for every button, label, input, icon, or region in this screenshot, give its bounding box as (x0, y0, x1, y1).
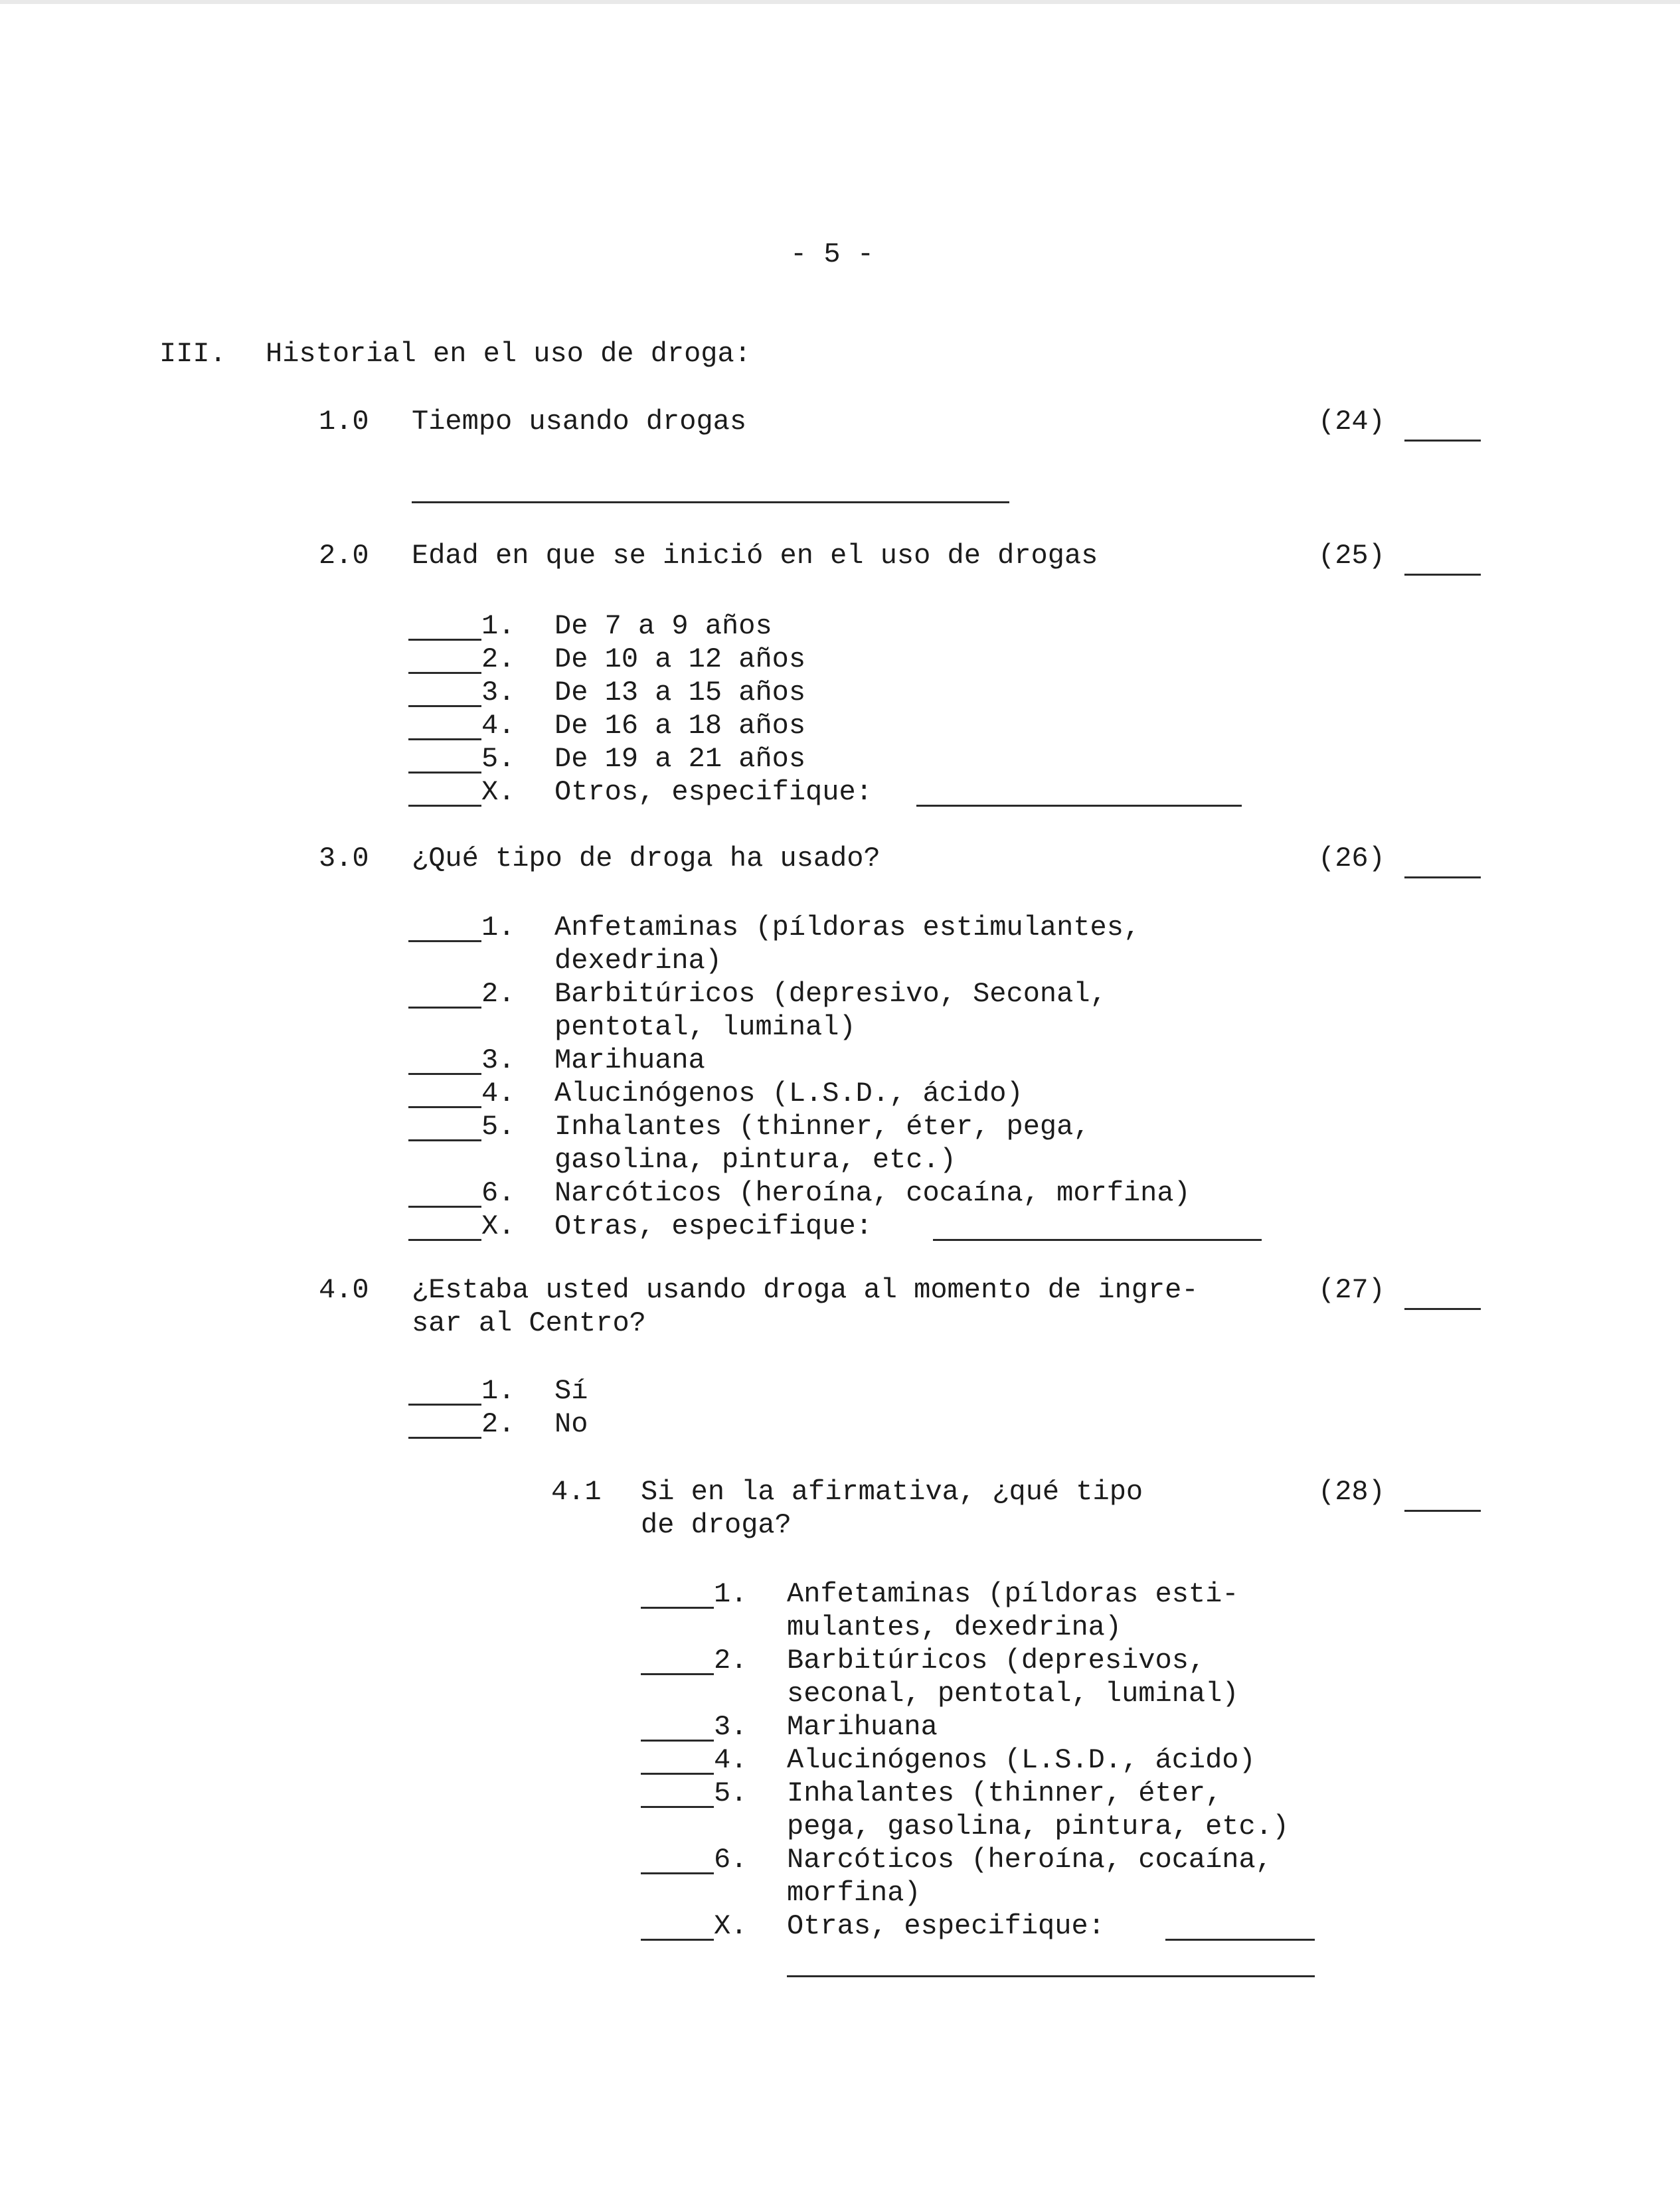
q1-text: Tiempo usando drogas (412, 406, 747, 438)
q41-option-3-label: Marihuana (787, 1711, 938, 1743)
q41-text: Si en la afirmativa, ¿qué tipo (641, 1476, 1143, 1508)
q3-option-1-label: Anfetaminas (píldoras estimulantes, (554, 912, 1141, 943)
q41-text-cont: de droga? (641, 1509, 792, 1541)
q41-specify-field[interactable] (1165, 1912, 1315, 1941)
q3-option-x-label: Otras, especifique: (554, 1210, 873, 1242)
q41-option-6-code: 6. (714, 1844, 748, 1876)
q41-option-2-checkbox[interactable] (641, 1647, 714, 1675)
q41-option-1-label: Anfetaminas (píldoras esti- (787, 1578, 1239, 1610)
q3-option-6-label: Narcóticos (heroína, cocaína, morfina) (554, 1177, 1191, 1209)
q41-option-4-checkbox[interactable] (641, 1746, 714, 1775)
q3-option-3-code: 3. (481, 1044, 515, 1076)
q2-option-1-code: 1. (481, 610, 515, 642)
scan-edge (0, 0, 1680, 4)
q1-code: (24) (1318, 406, 1385, 438)
q1-write-line[interactable] (412, 501, 1009, 503)
q3-option-2-label: Barbitúricos (depresivo, Seconal, (554, 978, 1107, 1010)
q41-option-2-label: Barbitúricos (depresivos, (787, 1645, 1206, 1676)
q3-option-2-label-cont: pentotal, luminal) (554, 1011, 856, 1043)
q41-answer-field[interactable] (1404, 1483, 1481, 1512)
q41-option-5-code: 5. (714, 1777, 748, 1809)
q3-option-x-checkbox[interactable] (408, 1212, 481, 1241)
q3-text: ¿Qué tipo de droga ha usado? (412, 843, 881, 874)
q3-option-1-label-cont: dexedrina) (554, 945, 722, 977)
q4-text: ¿Estaba usted usando droga al momento de ingre- (412, 1274, 1199, 1306)
q2-option-2-checkbox[interactable] (408, 645, 481, 674)
q41-option-2-label-cont: seconal, pentotal, luminal) (787, 1678, 1239, 1710)
q41-option-3-code: 3. (714, 1711, 748, 1743)
q41-number: 4.1 (551, 1476, 602, 1508)
q41-specify-line-2[interactable] (787, 1975, 1315, 1977)
q2-option-5-code: 5. (481, 743, 515, 775)
q3-option-1-code: 1. (481, 912, 515, 943)
q3-option-x-code: X. (481, 1210, 515, 1242)
q2-option-5-checkbox[interactable] (408, 745, 481, 774)
q3-option-3-checkbox[interactable] (408, 1046, 481, 1075)
q41-option-5-label-cont: pega, gasolina, pintura, etc.) (787, 1811, 1290, 1842)
q3-option-4-checkbox[interactable] (408, 1080, 481, 1108)
q3-option-5-label: Inhalantes (thinner, éter, pega, (554, 1111, 1090, 1143)
q2-answer-field[interactable] (1404, 547, 1481, 576)
q2-number: 2.0 (319, 540, 369, 572)
q3-option-5-code: 5. (481, 1111, 515, 1143)
q4-option-1-label: Sí (554, 1375, 588, 1407)
q2-option-1-label: De 7 a 9 años (554, 610, 772, 642)
q41-option-2-code: 2. (714, 1645, 748, 1676)
q41-option-6-label-cont: morfina) (787, 1877, 921, 1909)
q41-option-x-code: X. (714, 1910, 748, 1942)
q2-option-3-checkbox[interactable] (408, 679, 481, 707)
q4-option-2-label: No (554, 1408, 588, 1440)
q4-answer-field[interactable] (1404, 1281, 1481, 1310)
q41-option-4-label: Alucinógenos (L.S.D., ácido) (787, 1744, 1256, 1776)
q1-number: 1.0 (319, 406, 369, 438)
q41-option-5-checkbox[interactable] (641, 1779, 714, 1808)
q4-option-2-checkbox[interactable] (408, 1410, 481, 1439)
q4-option-2-code: 2. (481, 1408, 515, 1440)
q2-option-4-code: 4. (481, 710, 515, 742)
q41-option-3-checkbox[interactable] (641, 1713, 714, 1742)
q41-code: (28) (1318, 1476, 1385, 1508)
q3-code: (26) (1318, 843, 1385, 874)
q2-code: (25) (1318, 540, 1385, 572)
q2-specify-field[interactable] (916, 778, 1242, 807)
q3-answer-field[interactable] (1404, 850, 1481, 878)
q41-option-4-code: 4. (714, 1744, 748, 1776)
page-number: - 5 - (790, 238, 875, 270)
q3-option-3-label: Marihuana (554, 1044, 705, 1076)
q41-option-5-label: Inhalantes (thinner, éter, (787, 1777, 1222, 1809)
q3-option-6-code: 6. (481, 1177, 515, 1209)
q4-number: 4.0 (319, 1274, 369, 1306)
q2-option-x-code: X. (481, 776, 515, 808)
q41-option-x-label: Otras, especifique: (787, 1910, 1105, 1942)
q3-option-4-code: 4. (481, 1078, 515, 1109)
q41-option-1-code: 1. (714, 1578, 748, 1610)
q3-option-2-checkbox[interactable] (408, 980, 481, 1009)
q3-specify-field[interactable] (933, 1212, 1262, 1241)
q2-option-x-label: Otros, especifique: (554, 776, 873, 808)
q2-option-5-label: De 19 a 21 años (554, 743, 806, 775)
q3-option-4-label: Alucinógenos (L.S.D., ácido) (554, 1078, 1023, 1109)
q2-option-3-label: De 13 a 15 años (554, 677, 806, 708)
q3-option-2-code: 2. (481, 978, 515, 1010)
q2-option-1-checkbox[interactable] (408, 612, 481, 641)
q41-option-6-checkbox[interactable] (641, 1846, 714, 1874)
q3-option-5-checkbox[interactable] (408, 1113, 481, 1141)
q2-option-2-code: 2. (481, 643, 515, 675)
q2-option-x-checkbox[interactable] (408, 778, 481, 807)
q4-code: (27) (1318, 1274, 1385, 1306)
q3-option-5-label-cont: gasolina, pintura, etc.) (554, 1144, 956, 1176)
q1-answer-field[interactable] (1404, 413, 1481, 442)
q4-text-cont: sar al Centro? (412, 1307, 646, 1339)
section-title: Historial en el uso de droga: (266, 338, 751, 370)
q3-number: 3.0 (319, 843, 369, 874)
q4-option-1-checkbox[interactable] (408, 1377, 481, 1406)
q2-option-2-label: De 10 a 12 años (554, 643, 806, 675)
section-numeral: III. (159, 338, 226, 370)
q3-option-6-checkbox[interactable] (408, 1179, 481, 1208)
q2-option-4-checkbox[interactable] (408, 712, 481, 740)
q41-option-6-label: Narcóticos (heroína, cocaína, (787, 1844, 1272, 1876)
q2-option-3-code: 3. (481, 677, 515, 708)
q4-option-1-code: 1. (481, 1375, 515, 1407)
q41-option-1-checkbox[interactable] (641, 1580, 714, 1609)
q2-option-4-label: De 16 a 18 años (554, 710, 806, 742)
q41-option-1-label-cont: mulantes, dexedrina) (787, 1611, 1122, 1643)
q41-option-x-checkbox[interactable] (641, 1912, 714, 1941)
q3-option-1-checkbox[interactable] (408, 914, 481, 942)
q2-text: Edad en que se inició en el uso de drogas (412, 540, 1098, 572)
